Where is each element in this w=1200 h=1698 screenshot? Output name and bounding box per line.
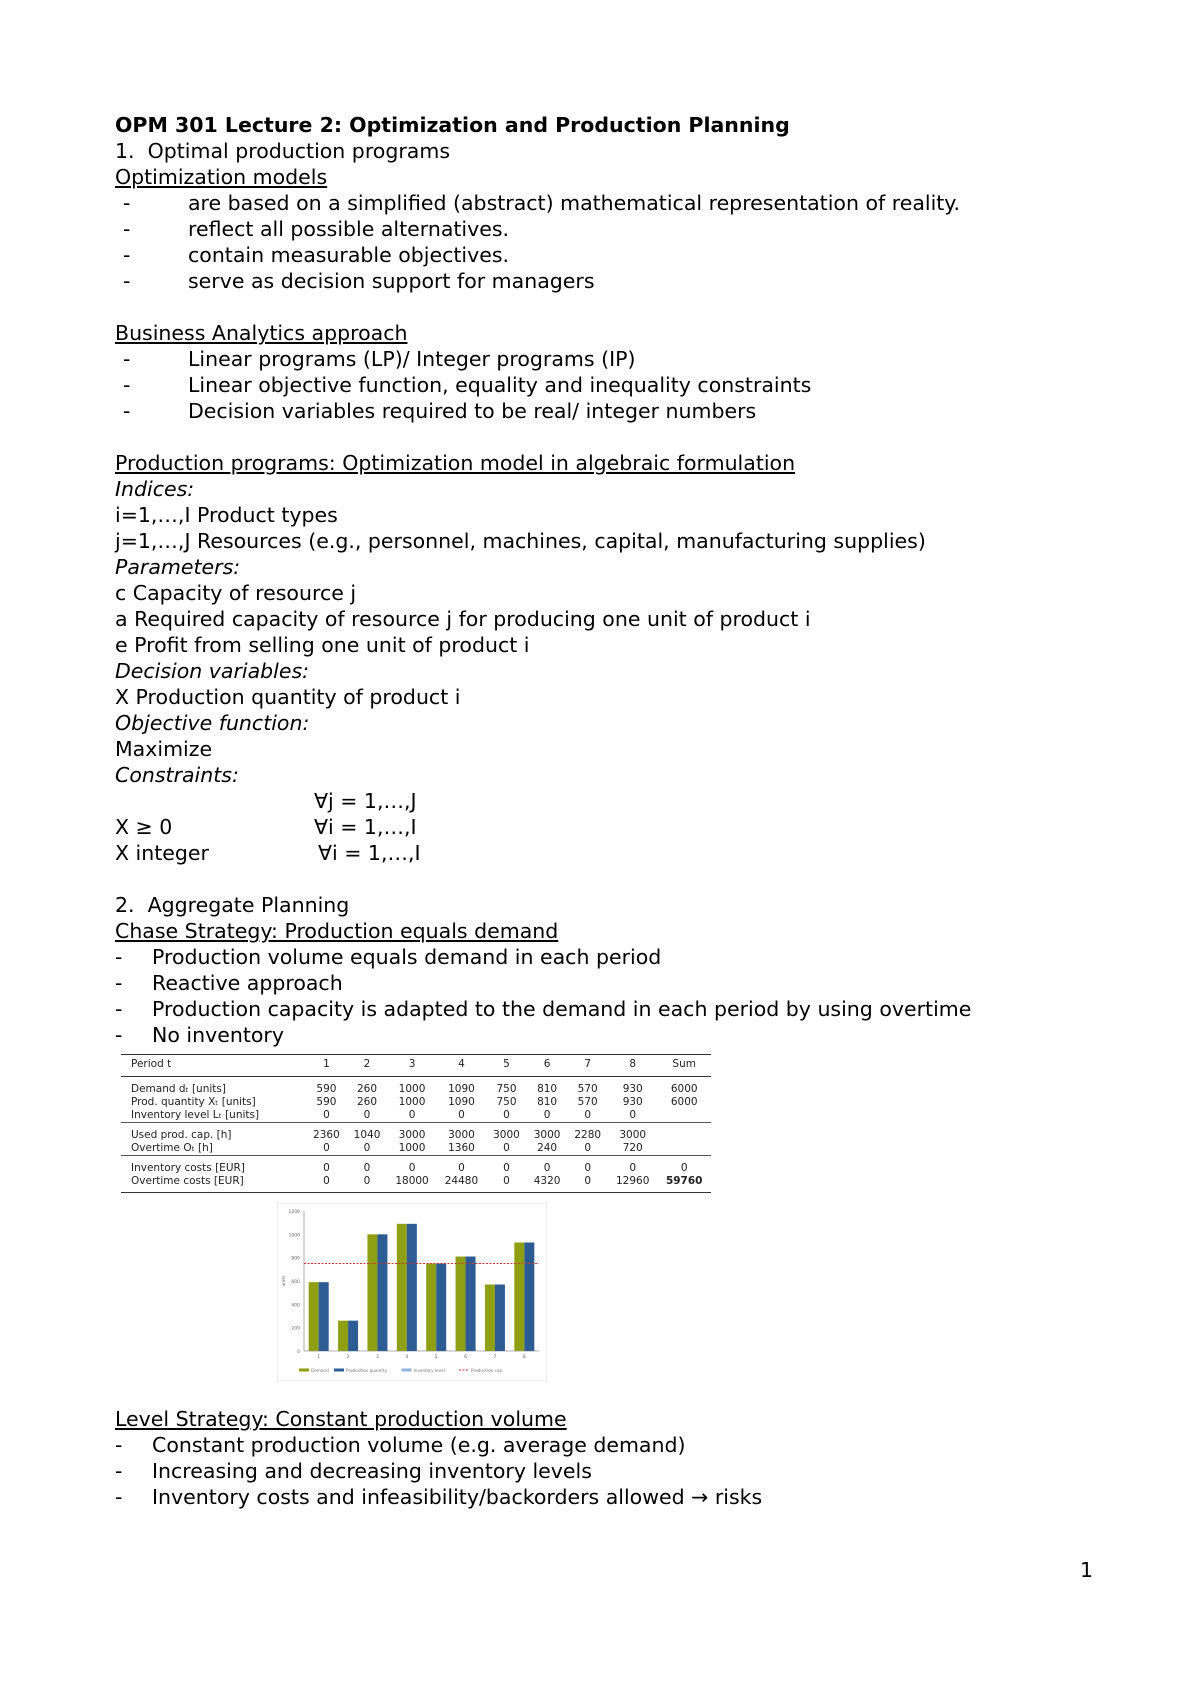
decision-variables-label: Decision variables: [115, 659, 310, 683]
legend-swatch [299, 1369, 309, 1372]
y-tick-label: 800 [291, 1256, 300, 1262]
table-cell: 590 [306, 1077, 347, 1097]
decision-variable-x: X Production quantity of product i [115, 685, 461, 709]
table-cell [657, 1142, 711, 1156]
table-header-cell: Period t [121, 1055, 306, 1077]
table-cell: 18000 [387, 1175, 436, 1193]
list-item: - No inventory [115, 1023, 284, 1047]
table-cell: 0 [567, 1156, 608, 1176]
indices-label: Indices: [115, 477, 195, 501]
table-cell: 3000 [437, 1123, 486, 1143]
constraint-row-3: X integer ∀i = 1,…,I [115, 841, 421, 865]
legend-label: Demand [311, 1368, 329, 1373]
table-cell [657, 1109, 711, 1123]
list-item: - serve as decision support for managers [123, 269, 595, 293]
business-analytics-list [115, 346, 1115, 424]
parameter-e: e Profit from selling one unit of product i [115, 633, 530, 657]
table-header-cell: 1 [306, 1055, 347, 1077]
y-tick-label: 1200 [288, 1210, 300, 1215]
table-cell: Used prod. cap. [h] [121, 1123, 306, 1143]
table-cell: 810 [537, 1096, 558, 1108]
list-item: - Linear programs (LP)/ Integer programs (IP) [123, 347, 636, 371]
bar-production-8 [524, 1243, 534, 1352]
table-cell: 0 [584, 1109, 592, 1121]
table-cell: 1000 [398, 1142, 426, 1154]
x-tick-label: 7 [493, 1355, 497, 1360]
table-cell: Inventory level Lₜ [units] [131, 1109, 260, 1121]
parameters-label: Parameters: [115, 555, 241, 579]
table-cell: Inventory costs [EUR] [121, 1156, 306, 1176]
table-cell: 570 [577, 1096, 598, 1108]
bar-demand-7 [485, 1285, 495, 1352]
bar-production-1 [319, 1282, 329, 1351]
bar-production-3 [377, 1234, 387, 1351]
page-number: 1 [1080, 1558, 1094, 1582]
constraint-row-1: ∀j = 1,…,J [314, 789, 417, 813]
legend-label: Production quantity [346, 1368, 388, 1373]
x-tick-label: 8 [522, 1355, 526, 1360]
list-item: - are based on a simplified (abstract) mathematical representation of reality. [123, 191, 961, 215]
bar-production-5 [436, 1264, 446, 1352]
list-item: - reflect all possible alternatives. [123, 217, 510, 241]
table-cell: 1360 [448, 1142, 475, 1154]
table-cell: 720 [622, 1142, 643, 1154]
legend-label: Production cap. [471, 1368, 504, 1373]
table-row [121, 1077, 711, 1097]
table-cell: 0 [306, 1175, 347, 1193]
y-axis-label: units [282, 1275, 287, 1287]
table-header-cell: 5 [486, 1055, 527, 1077]
table-cell: 0 [629, 1109, 637, 1121]
table-cell [657, 1123, 711, 1143]
table-cell: Demand dₜ [units] [121, 1077, 306, 1097]
section-1-heading: 1. Optimal production programs [115, 139, 450, 163]
table-cell: 3000 [608, 1123, 657, 1143]
table-cell: 260 [347, 1077, 388, 1097]
x-tick-label: 4 [405, 1355, 409, 1360]
table-cell: 0 [437, 1156, 486, 1176]
table-header-cell: 6 [527, 1055, 568, 1077]
table-cell: 0 [363, 1109, 371, 1121]
legend-label: Inventory level [413, 1368, 445, 1373]
table-cell: 0 [347, 1175, 388, 1193]
optimization-models-list [115, 190, 1115, 294]
x-tick-label: 5 [434, 1355, 438, 1360]
table-cell: 750 [496, 1096, 517, 1108]
bar-production-4 [407, 1224, 417, 1351]
chase-strategy-table [121, 1054, 711, 1193]
bar-demand-4 [397, 1224, 407, 1351]
list-item: - contain measurable objectives. [123, 243, 510, 267]
table-header-cell: 3 [387, 1055, 436, 1077]
index-j: j=1,…,J Resources (e.g., personnel, machines, capital, manufacturing supplies) [115, 529, 926, 553]
list-item: - Production volume equals demand in each period [115, 945, 662, 969]
bar-production-2 [348, 1321, 358, 1351]
optimization-models-heading: Optimization models [115, 165, 328, 189]
list-item: - Decision variables required to be real/ integer numbers [123, 399, 757, 423]
table-header-row [121, 1055, 711, 1077]
x-tick-label: 3 [376, 1355, 379, 1360]
bar-production-7 [495, 1285, 505, 1352]
section-2-heading: 2. Aggregate Planning [115, 893, 350, 917]
table-cell: 3000 [387, 1123, 436, 1143]
table-cell: 570 [567, 1077, 608, 1097]
table-cell: 0 [503, 1142, 510, 1154]
table-cell: 6000 [670, 1096, 698, 1108]
table-cell: 1090 [448, 1096, 475, 1108]
table-cell: 0 [608, 1156, 657, 1176]
legend-swatch [334, 1369, 344, 1372]
x-tick-label: 2 [346, 1355, 350, 1360]
table-cell: 0 [486, 1175, 527, 1193]
table-cell: 0 [657, 1156, 711, 1176]
parameter-a: a Required capacity of resource j for producing one unit of product i [115, 607, 811, 631]
table-header-cell: 7 [567, 1055, 608, 1077]
level-strategy-section [115, 1406, 1115, 1510]
bar-demand-8 [514, 1243, 524, 1352]
table-cell: 930 [622, 1096, 643, 1108]
table-cell: 2360 [306, 1123, 347, 1143]
table-cell: 0 [458, 1109, 465, 1121]
chase-strategy-list [115, 944, 1115, 1048]
x-tick-label: 1 [317, 1355, 321, 1360]
table-cell: 0 [387, 1156, 436, 1176]
table-cell: 0 [486, 1156, 527, 1176]
table-cell: 0 [363, 1142, 371, 1154]
bar-demand-5 [426, 1264, 436, 1352]
table-row [121, 1109, 711, 1123]
legend-swatch [402, 1369, 412, 1372]
constraints-label: Constraints: [115, 763, 239, 787]
list-item: - Reactive approach [115, 971, 343, 995]
constraint-row-2: X ≥ 0 ∀i = 1,…,I [115, 815, 417, 839]
table-row [121, 1142, 711, 1156]
parameter-c: c Capacity of resource j [115, 581, 357, 605]
y-tick-label: 1000 [288, 1233, 300, 1239]
table-cell: 1000 [387, 1077, 436, 1097]
table-row [121, 1096, 711, 1109]
table-cell: 0 [408, 1109, 416, 1121]
business-analytics-heading: Business Analytics approach [115, 321, 408, 345]
table-cell: 0 [323, 1109, 330, 1121]
table-cell: 1090 [437, 1077, 486, 1097]
index-i: i=1,…,I Product types [115, 503, 338, 527]
level-strategy-heading: Level Strategy: Constant production volume [115, 1407, 567, 1431]
table-row [121, 1175, 711, 1193]
bar-demand-3 [367, 1234, 377, 1351]
y-tick-label: 600 [291, 1280, 300, 1285]
y-tick-label: 0 [297, 1350, 300, 1355]
page-title: OPM 301 Lecture 2: Optimization and Production Planning [115, 113, 790, 137]
table-cell: 2280 [567, 1123, 608, 1143]
chase-strategy-chart [277, 1203, 547, 1381]
list-item: - Production capacity is adapted to the demand in each period by using overtime [115, 997, 972, 1021]
table-cell: 260 [357, 1096, 378, 1108]
table-cell: 0 [584, 1142, 592, 1154]
table-cell: 0 [306, 1156, 347, 1176]
table-cell: 0 [347, 1156, 388, 1176]
table-cell: 0 [323, 1142, 330, 1154]
table-cell: 1040 [347, 1123, 388, 1143]
table-cell: 24480 [437, 1175, 486, 1193]
table-cell: 0 [527, 1156, 568, 1176]
table-cell: 4320 [527, 1175, 568, 1193]
table-cell: 1000 [398, 1096, 426, 1108]
table-cell: 810 [527, 1077, 568, 1097]
table-cell: 590 [316, 1096, 337, 1108]
table-cell: 930 [608, 1077, 657, 1097]
objective-maximize: Maximize [115, 737, 213, 761]
list-item: - Inventory costs and infeasibility/backorders allowed → risks [115, 1485, 763, 1509]
y-tick-label: 400 [291, 1303, 300, 1309]
table-header-cell: Sum [657, 1055, 711, 1077]
list-item: - Linear objective function, equality and inequality constraints [123, 373, 812, 397]
table-row [121, 1156, 711, 1176]
table-cell: Overtime costs [EUR] [121, 1175, 306, 1193]
list-item: - Constant production volume (e.g. average demand) [115, 1433, 686, 1457]
table-cell: Overtime Oₜ [h] [131, 1142, 213, 1154]
table-row [121, 1123, 711, 1143]
table-header-cell: 4 [437, 1055, 486, 1077]
bar-demand-6 [456, 1257, 466, 1352]
table-cell: 750 [486, 1077, 527, 1097]
table-cell: 0 [567, 1175, 608, 1193]
table-cell: 0 [503, 1109, 510, 1121]
table-cell: 3000 [527, 1123, 568, 1143]
objective-function-label: Objective function: [115, 711, 310, 735]
bar-demand-1 [309, 1282, 319, 1351]
production-programs-heading: Production programs: Optimization model in algebraic formulation [115, 451, 796, 475]
table-cell: 6000 [657, 1077, 711, 1097]
bar-demand-2 [338, 1321, 348, 1351]
level-strategy-list [115, 1432, 1115, 1510]
table-header-cell: 2 [347, 1055, 388, 1077]
table-cell: Prod. quantity Xₜ [units] [131, 1096, 256, 1108]
list-item: - Increasing and decreasing inventory levels [115, 1459, 592, 1483]
table-header-cell: 8 [608, 1055, 657, 1077]
table-cell: 12960 [608, 1175, 657, 1193]
table-cell: 0 [543, 1109, 551, 1121]
x-tick-label: 6 [464, 1355, 467, 1360]
table-cell: 3000 [486, 1123, 527, 1143]
y-tick-label: 200 [291, 1326, 300, 1332]
table-cell: 59760 [657, 1175, 711, 1193]
chase-strategy-heading: Chase Strategy: Production equals demand [115, 919, 559, 943]
bar-production-6 [466, 1257, 476, 1352]
table-cell: 240 [537, 1142, 558, 1154]
document-body [115, 112, 1115, 1048]
